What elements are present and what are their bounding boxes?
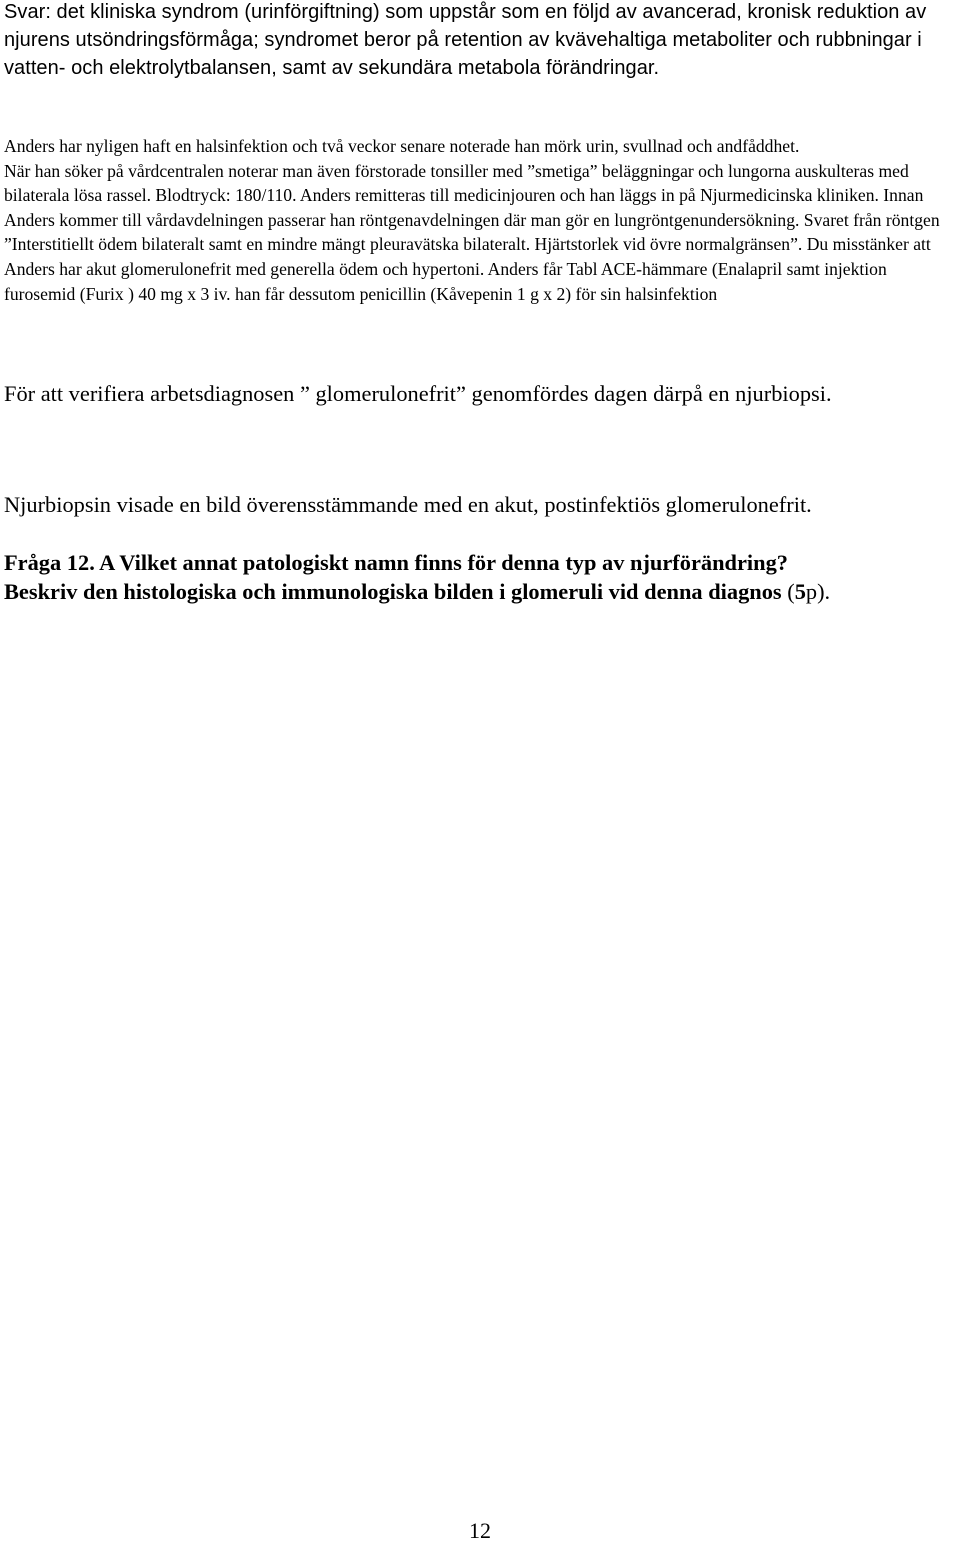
case-description: [4, 134, 948, 306]
question-12: [4, 548, 948, 606]
question-12-line-1: Fråga 12. A Vilket annat patologiskt namn finns för denna typ av njurförändring?: [4, 550, 788, 575]
case-details: När han söker på vårdcentralen noterar man även förstorade tonsiller med ”smetiga” beläggningar och lungorna auskulteras med bilaterala lösa rassel. Blodtryck: 180/110. Anders remitteras till medicinjouren och han läggs in på Njurmedicinska kliniken. Innan Anders kommer till vårdavdelningen passerar han röntgenavdelningen där man gör en lungröntgenundersökning. Svaret från röntgen ”Interstitiellt ödem bilateralt samt en mindre mängt pleuravätska bilateralt. Hjärtstorlek vid övre normalgränsen”. Du misstänker att Anders har akut glomerulonefrit med generella ödem och hypertoni. Anders får Tabl ACE-hämmare (Enalapril samt injektion furosemid (Furix ) 40 mg x 3 iv. han får dessutom penicillin (Kåvepenin 1 g x 2) för sin halsinfektion: [4, 160, 940, 304]
question-12-line-2: Beskriv den histologiska och immunologiska bilden i glomeruli vid denna diagnos: [4, 579, 788, 604]
verification-statement: För att verifiera arbetsdiagnosen ” glomerulonefrit” genomfördes dagen därpå en njurbiopsi.: [4, 381, 832, 406]
page-number: 12: [469, 1518, 491, 1543]
question-points-value: 5: [794, 579, 806, 604]
case-intro-line: Anders har nyligen haft en halsinfektion och två veckor senare noterade han mörk urin, svullnad och andfåddhet.: [4, 136, 800, 156]
question-points-open: (: [787, 579, 795, 604]
answer-paragraph: Svar: det kliniska syndrom (urinförgiftning) som uppstår som en följd av avancerad, kronisk reduktion av njurens utsöndringsförmåga; syndromet beror på retention av kvävehaltiga metaboliter och rubbningar i vatten- och elektrolytbalansen, samt av sekundära metabola förändringar.: [4, 1, 927, 79]
biopsy-result: Njurbiopsin visade en bild överensstämmande med en akut, postinfektiös glomerulonefrit.: [4, 492, 812, 517]
question-points-close: p).: [805, 579, 831, 604]
